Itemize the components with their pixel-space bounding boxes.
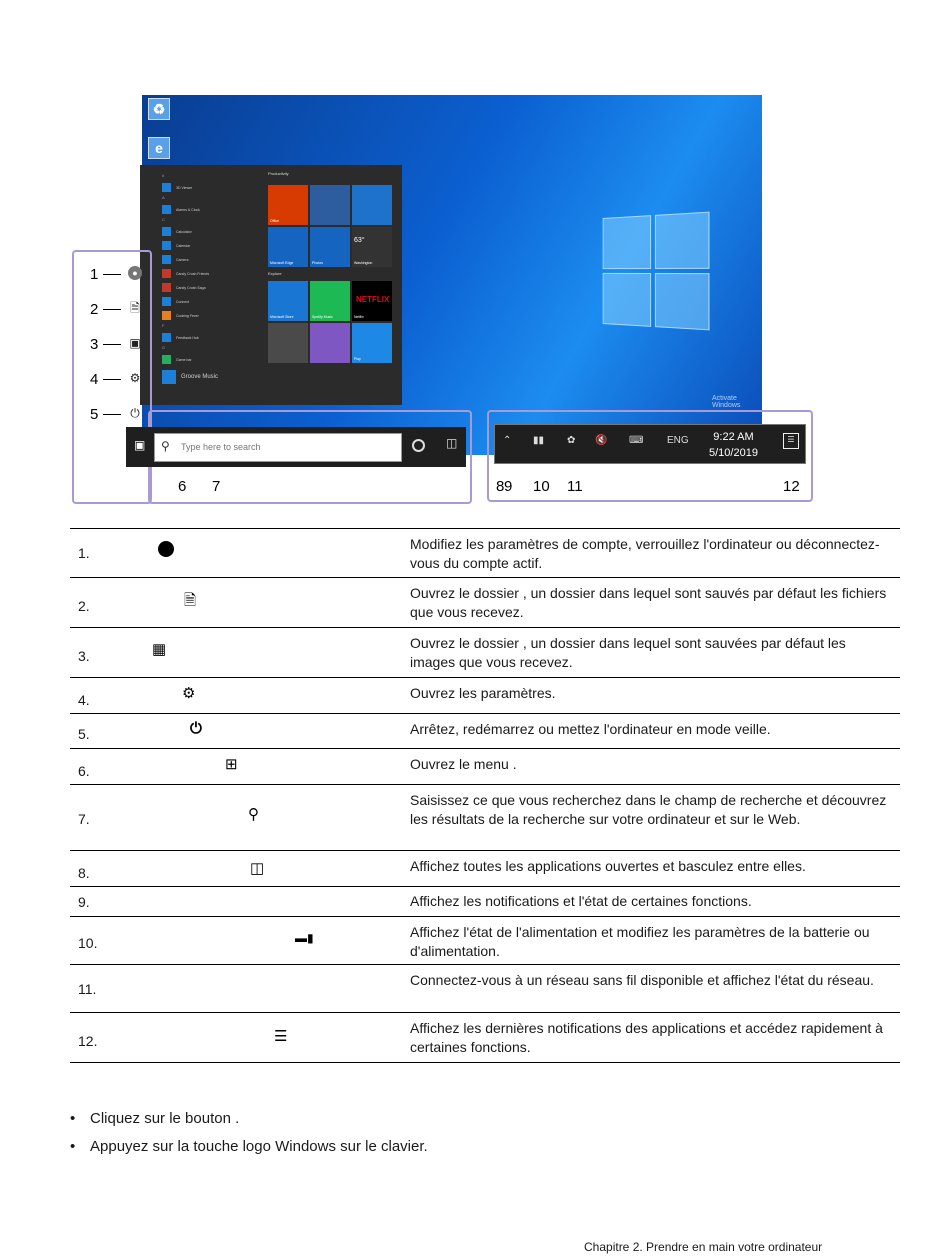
system-tray-callout: ⌃ ▮▮ ✿ 🔇 ⌨ ENG 9:22 AM 5/10/2019 ☰ 9 10 11 12 [487,410,813,502]
search-icon: ⚲ [248,806,259,823]
gear-icon: ⚙ [182,685,196,702]
app-item[interactable]: 3D Viewer [162,181,257,194]
cortana-icon[interactable] [412,439,425,452]
wifi-icon[interactable]: ✿ [567,435,576,446]
tile-area: Productivity Office Microsoft Edge Photos 63° Washington Explore Microsoft Store Spotify Music NETFLIX Netflix Play [268,171,398,179]
recycle-bin-icon[interactable]: ♻ [148,98,170,120]
language-indicator[interactable]: ENG [667,435,689,446]
power-icon: ⏻ [190,720,202,737]
action-center-icon: ☰ [274,1028,288,1045]
tile-mail-group[interactable] [310,185,350,225]
app-item[interactable]: Candy Crush Friends [162,267,257,280]
app-item[interactable]: Game bar [162,353,257,366]
app-item[interactable]: Candy Crush Saga [162,281,257,294]
table-row: 12. ☰ Affichez les dernières notifications des applications et accédez rapidement à certaines fonctions. [70,1013,900,1063]
app-item[interactable]: Groove Music [162,370,257,383]
picture-icon[interactable]: ▣ [129,336,141,350]
tile-netflix[interactable]: NETFLIX Netflix [352,281,392,321]
list-item: • Appuyez sur la touche logo Windows sur le clavier. [70,1138,428,1155]
tile-play[interactable]: Play [352,323,392,363]
start-menu [140,165,402,405]
table-row: 9. Affichez les notifications et l'état de certaines fonctions. [70,887,900,917]
tile-office[interactable]: Office [268,185,308,225]
callout-documents: 2 🗎 [74,295,150,325]
clock[interactable]: 9:22 AM 5/10/2019 [709,431,758,459]
table-row: 2. 🗎 Ouvrez le dossier , un dossier dans lequel sont sauvés par défaut les fichiers que vous recevez. [70,578,900,628]
picture-icon: ▦ [152,641,167,658]
table-row: 3. ▦ Ouvrez le dossier , un dossier dans lequel sont sauvées par défaut les images que vous recevez. [70,628,900,678]
callout-account: 1 ● [74,260,150,290]
windows-icon: ⊞ [225,756,238,773]
tile-weather[interactable]: 63° Washington [352,227,392,267]
speaker-mute-icon[interactable]: 🔇 [595,435,608,446]
battery-icon: ▬▮ [295,931,314,945]
app-item[interactable]: Connect [162,295,257,308]
search-input[interactable]: ⚲ Type here to search [154,433,402,462]
account-icon[interactable]: ● [128,266,142,280]
document-icon[interactable]: 🗎 [130,301,140,315]
tile-store[interactable]: Microsoft Store [268,281,308,321]
app-item[interactable]: Alarms & Clock [162,203,257,216]
app-list: # 3D Viewer A Alarms & Clock C Calculator Calendar Camera Candy Crush Friends Candy Crush Saga Connect Cooking Fever F Feedback Hub G Game bar Groove Music [162,173,257,384]
system-tray [494,424,806,464]
windows-start-icon[interactable]: ▣ [134,438,146,452]
task-view-icon[interactable]: ◫ [446,436,458,450]
search-icon: ⚲ [161,439,170,453]
tile-mail[interactable] [352,185,392,225]
power-icon[interactable]: ⏻ [130,406,140,420]
tile-spotify[interactable]: Spotify Music [310,281,350,321]
table-row: 8. ◫ Affichez toutes les applications ouvertes et basculez entre elles. [70,851,900,887]
battery-icon[interactable]: ▮▮ [533,435,545,446]
list-item: • Cliquez sur le bouton . [70,1110,240,1127]
chevron-up-icon[interactable]: ⌃ [503,435,512,446]
action-center-icon[interactable]: ☰ [783,433,799,449]
table-row: 6. ⊞ Ouvrez le menu . [70,749,900,785]
bullet-list [70,1110,428,1166]
account-icon [158,541,174,557]
app-item[interactable]: Feedback Hub [162,331,257,344]
windows-desktop-figure [70,90,830,510]
edge-desktop-icon[interactable]: e [148,137,170,159]
app-item[interactable]: Calculator [162,225,257,238]
gear-icon[interactable]: ⚙ [129,371,141,385]
callout-power: 5 ⏻ [74,400,150,430]
tile-photos[interactable]: Photos [310,227,350,267]
callout-settings: 4 ⚙ [90,371,141,388]
taskbar [126,427,466,467]
table-row: 11. Connectez-vous à un réseau sans fil disponible et affichez l'état du réseau. [70,965,900,1013]
table-row: 7. ⚲ Saisissez ce que vous recherchez dans le champ de recherche et découvrez les résultats de la recherche sur votre ordinateur et sur le Web. [70,785,900,851]
page-footer: Chapitre 2. Prendre en main votre ordinateur [584,1240,823,1254]
taskbar-left-callout: ▣ ⚲ Type here to search ◫ 6 7 8 [148,410,472,504]
tile-game[interactable] [268,323,308,363]
keyboard-icon[interactable]: ⌨ [629,435,644,446]
task-view-icon: ◫ [250,860,265,877]
table-row: 1. Modifiez les paramètres de compte, verrouillez l'ordinateur ou déconnectez-vous du compte actif. [70,529,900,578]
activate-windows-text: Activate Windows [712,395,741,409]
windows-logo-icon [603,212,710,331]
table-row: 5. ⏻ Arrêtez, redémarrez ou mettez l'ordinateur en mode veille. [70,714,900,749]
app-item[interactable]: Calendar [162,239,257,252]
document-icon: 🗎 [184,592,197,609]
app-item[interactable]: Cooking Fever [162,309,257,322]
app-item[interactable]: Camera [162,253,257,266]
tile-edge[interactable]: Microsoft Edge [268,227,308,267]
table-row: 10. ▬▮ Affichez l'état de l'alimentation et modifiez les paramètres de la batterie ou d'alimentation. [70,917,900,965]
table-row: 4. ⚙ Ouvrez les paramètres. [70,678,900,714]
feature-table [70,528,900,1063]
tile-paint3d[interactable] [310,323,350,363]
callout-pictures: 3 ▣ [90,336,141,353]
